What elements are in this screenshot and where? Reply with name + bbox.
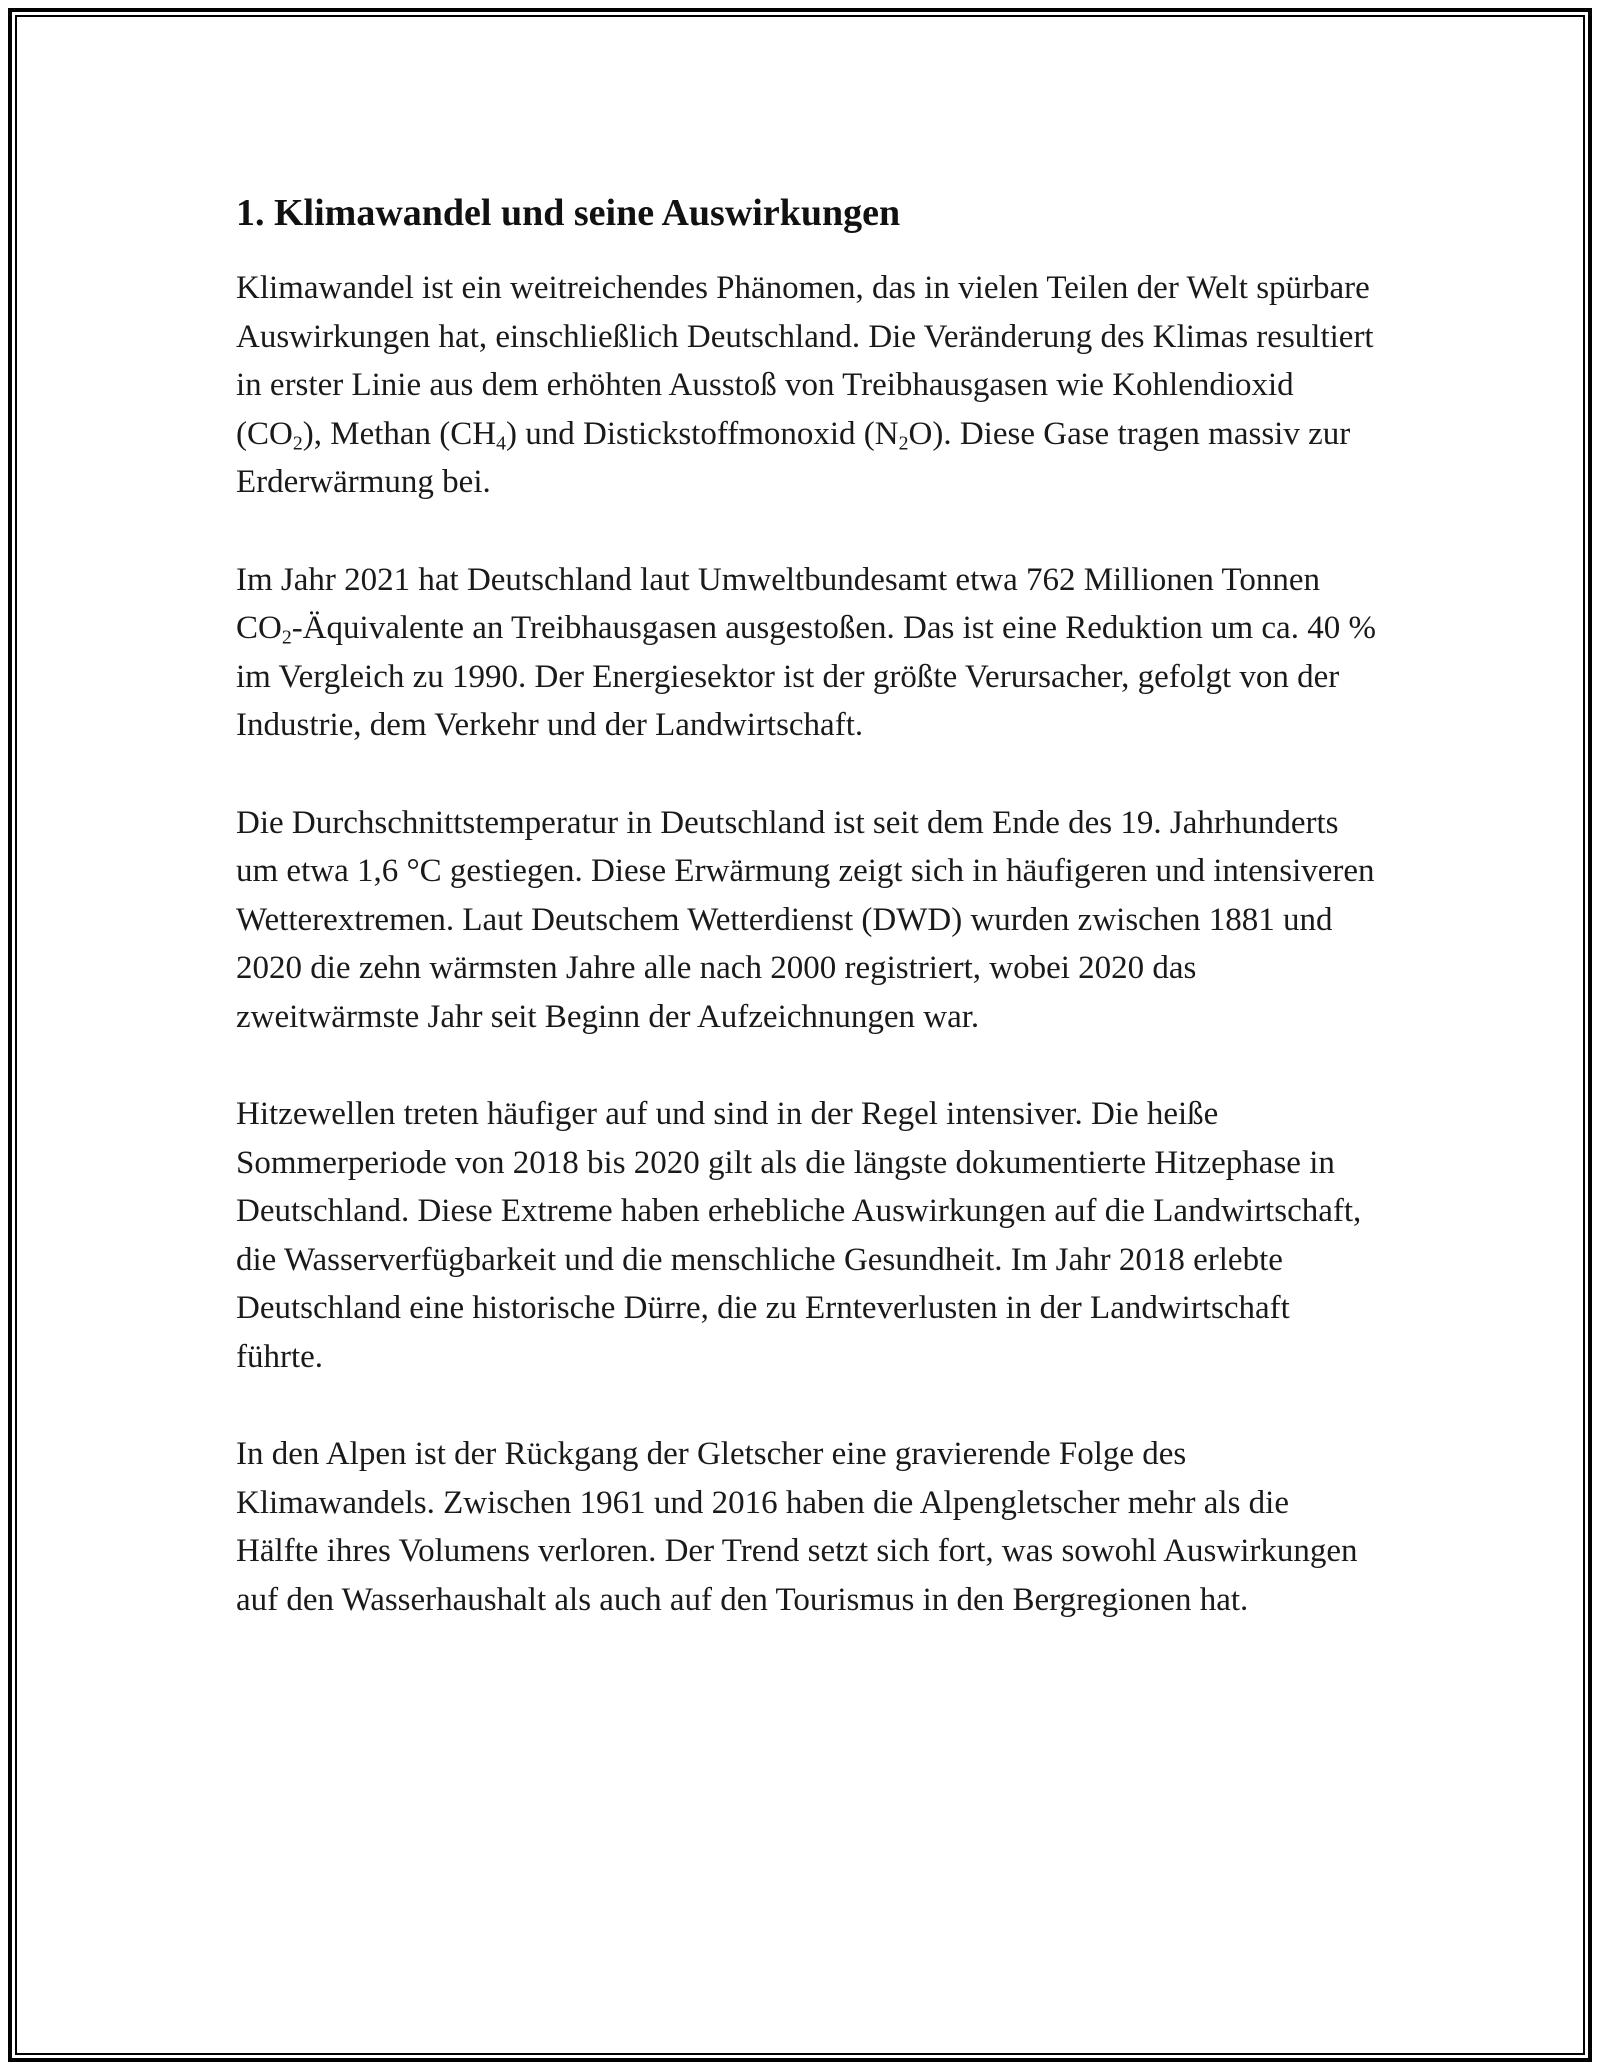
paragraph-1 [236, 264, 1376, 507]
paragraph-2-text-b: -Äquivalente an Treibhausgasen ausgestoßen. Das ist eine Reduktion um ca. 40 % im Vergleich zu 1990. Der Energiesektor ist der größte Verursacher, gefolgt von der Industrie, dem Verkehr und der Landwirtschaft. [236, 610, 1376, 744]
paragraph-2 [236, 556, 1376, 750]
subscript-co2-equivalent: 2 [281, 626, 292, 649]
subscript-n2o: 2 [898, 432, 909, 455]
paragraph-1-text-b: ), Methan (CH [302, 415, 497, 452]
document-body [236, 190, 1376, 1625]
paragraph-1-text-c: ) und Distickstoffmonoxid (N [506, 415, 899, 452]
paragraph-3: Die Durchschnittstemperatur in Deutschland ist seit dem Ende des 19. Jahrhunderts um etwa 1,6 °C gestiegen. Diese Erwärmung zeigt sich in häufigeren und intensiveren Wetterextremen. Laut Deutschem Wetterdienst (DWD) wurden zwischen 1881 und 2020 die zehn wärmsten Jahre alle nach 2000 registriert, wobei 2020 das zweitwärmste Jahr seit Beginn der Aufzeichnungen war. [236, 804, 1375, 1035]
paragraph-4: Hitzewellen treten häufiger auf und sind in der Regel intensiver. Die heiße Sommerperiode von 2018 bis 2020 gilt als die längste dokumentierte Hitzephase in Deutschland. Diese Extreme haben erhebliche Auswirkungen auf die Landwirtschaft, die Wasserverfügbarkeit und die menschliche Gesundheit. Im Jahr 2018 erlebte Deutschland eine historische Dürre, die zu Ernteverlusten in der Landwirtschaft führte. [236, 1096, 1362, 1376]
paragraph-2-text-a: Im Jahr 2021 hat Deutschland laut Umweltbundesamt etwa 762 Millionen Tonnen CO [236, 561, 1321, 647]
subscript-co2: 2 [292, 432, 303, 455]
paragraph-1-text-a: Klimawandel ist ein weitreichendes Phänomen, das in vielen Teilen der Welt spürbare Auswirkungen hat, einschließlich Deutschland. Die Veränderung des Klimas resultiert in erster Linie aus dem erhöhten Ausstoß von Treibhausgasen wie Kohlendioxid (CO [236, 270, 1374, 452]
subscript-ch4: 4 [496, 432, 507, 455]
paragraph-1-text-d: O). Diese Gase tragen massiv zur Erderwärmung bei. [236, 415, 1351, 501]
section-heading: 1. Klimawandel und seine Auswirkungen [236, 192, 901, 234]
paragraph-5: In den Alpen ist der Rückgang der Gletscher eine gravierende Folge des Klimawandels. Zwischen 1961 und 2016 haben die Alpengletscher mehr als die Hälfte ihres Volumens verloren. Der Trend setzt sich fort, was sowohl Auswirkungen auf den Wasserhaushalt als auch auf den Tourismus in den Bergregionen hat. [236, 1436, 1358, 1619]
